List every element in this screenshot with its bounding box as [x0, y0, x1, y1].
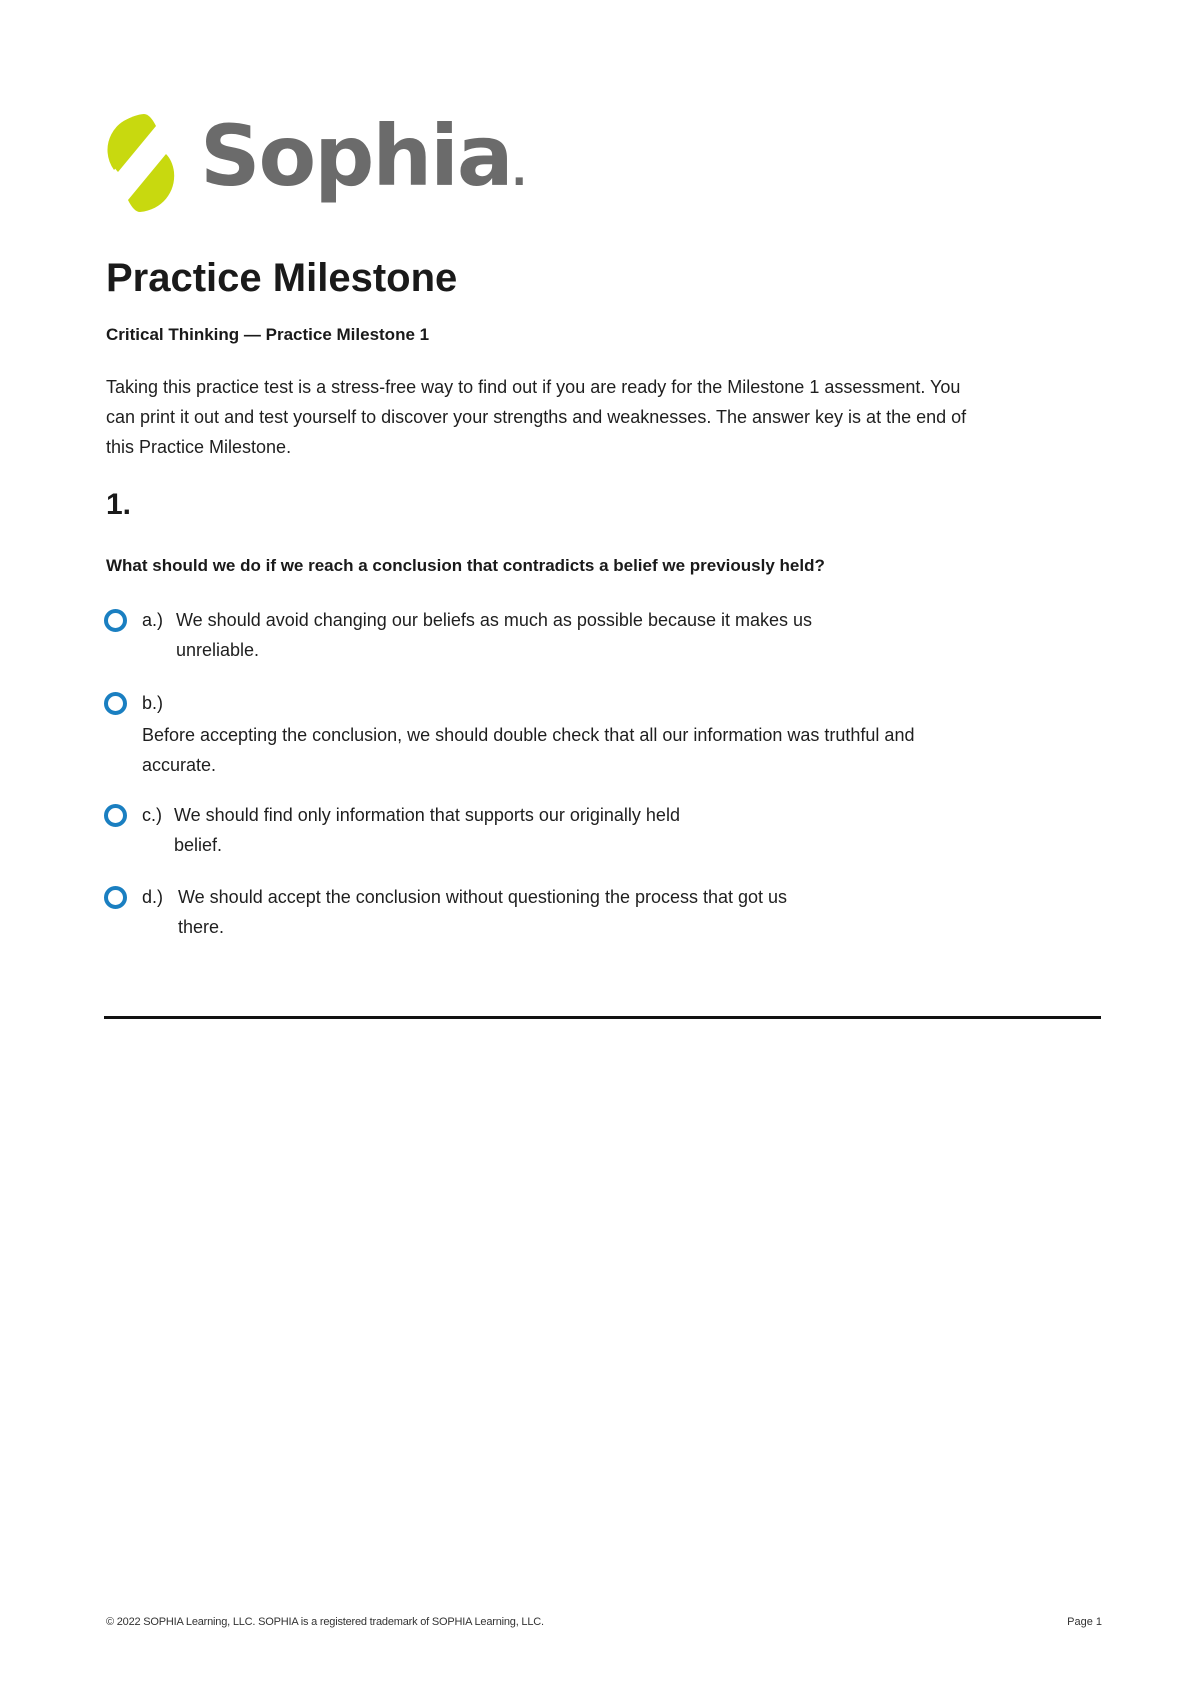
footer-page-number: Page 1	[1067, 1616, 1102, 1628]
option-text: there.	[178, 917, 225, 937]
page-subtitle: Critical Thinking — Practice Milestone 1	[106, 325, 430, 344]
footer-copyright: © 2022 SOPHIA Learning, LLC. SOPHIA is a registered trademark of SOPHIA Learning, LLC.	[106, 1616, 544, 1628]
sophia-logo-mark-icon	[104, 112, 180, 216]
question-text: What should we do if we reach a conclusion that contradicts a belief we previously held?	[106, 556, 825, 575]
option-text: We should avoid changing our beliefs as much as possible because it makes us	[176, 610, 813, 630]
page-title: Practice Milestone	[106, 256, 458, 300]
radio-button-icon[interactable]	[104, 609, 127, 632]
sophia-wordmark: Sophia.	[200, 107, 525, 205]
option-letter: a.)	[142, 610, 164, 630]
sophia-logo	[104, 107, 525, 222]
option-text: belief.	[174, 835, 223, 855]
section-divider	[104, 1016, 1101, 1019]
option-text: We should find only information that supports our originally held	[174, 805, 680, 825]
radio-button-icon[interactable]	[104, 804, 127, 827]
option-text: accurate.	[142, 755, 217, 775]
option-text: unreliable.	[176, 640, 260, 660]
option-text: We should accept the conclusion without questioning the process that got us	[178, 887, 788, 907]
intro-paragraph	[106, 372, 1096, 462]
option-letter: d.)	[142, 887, 164, 907]
intro-line: can print it out and test yourself to discover your strengths and weaknesses. The answer key is at the end of	[106, 407, 967, 427]
radio-button-icon[interactable]	[104, 692, 127, 715]
radio-button-icon[interactable]	[104, 886, 127, 909]
option-letter: c.)	[142, 805, 162, 825]
option-text: Before accepting the conclusion, we should double check that all our information was truthful and	[142, 725, 915, 745]
option-letter: b.)	[142, 693, 164, 713]
question-number: 1.	[106, 488, 132, 521]
intro-line: Taking this practice test is a stress-free way to find out if you are ready for the Milestone 1 assessment. You	[106, 377, 961, 397]
intro-line: this Practice Milestone.	[106, 437, 292, 457]
